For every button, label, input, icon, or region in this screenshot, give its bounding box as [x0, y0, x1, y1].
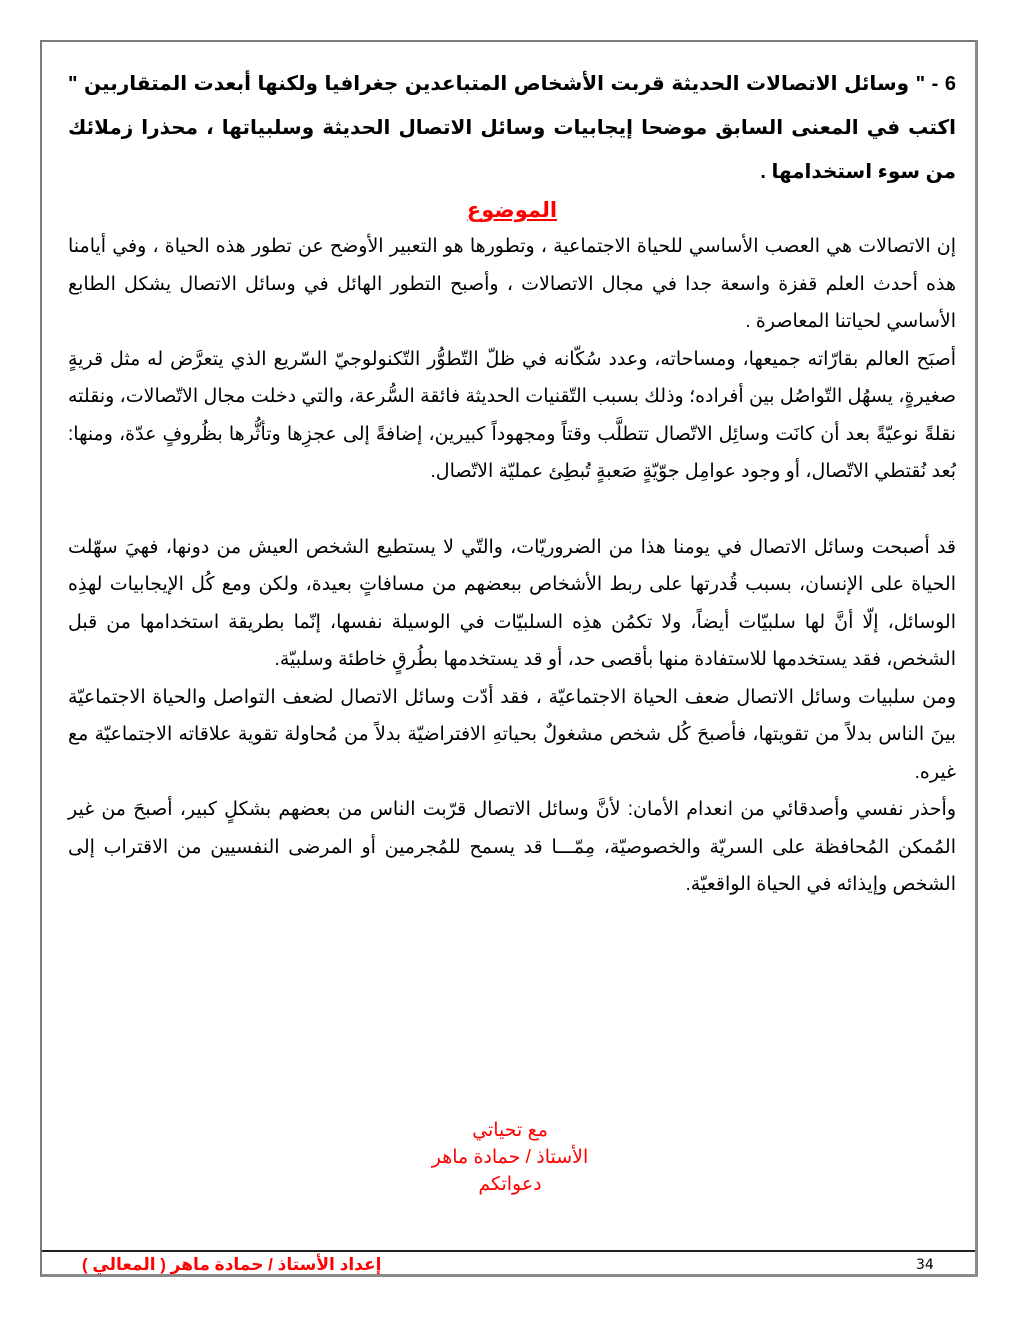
footer-divider	[42, 1250, 975, 1252]
signature-author: الأستاذ / حمادة ماهر	[431, 1147, 589, 1168]
signature-closing: دعواتكم	[478, 1174, 542, 1195]
question-prompt: 6 - " وسائل الاتصالات الحديثة قربت الأشخاص المتباعدين جغرافيا ولكنها أبعدت المتقاربين " اكتب في المعنى السابق موضحا إيجابيات وسائل الاتصال الحديثة وسلبياتها ، محذرا زملائك من سوء استخدامها .	[68, 73, 956, 183]
topic-heading: الموضوع	[466, 199, 558, 222]
paragraph-global-village: أصبَح العالم بقارّاته جميعها، ومساحاته، وعدد سُكّانه في ظلّ التّطوُّر التّكنولوجيّ السّريع الذي يتعرَّض له مثل قريةٍ صغيرةٍ، يسهُل التّواصُل بين أفراده؛ وذلك بسبب التّقنيات الحديثة فائقة السُّرعة، والتي دخلت مجال الاتّصالات، ونقلته نقلةً نوعيّةً بعد أن كانَت وسائِل الاتّصال تتطلَّب وقتاً ومجهوداً كبيرين، إضافةً إلى عجزِها وتأثُّرها بظُروفٍ عدّة، ومنها: بُعد نُقتطي الاتّصال، أو وجود عوامِل جوّيّةٍ صَعبةٍ تُبطِئ عمليّة الاتّصال.	[68, 348, 956, 482]
signature-block	[0, 1117, 1020, 1198]
paragraph-intro: إن الاتصالات هي العصب الأساسي للحياة الاجتماعية ، وتطورها هو التعبير الأوضح عن تطور هذه الحياة ، وفي أيامنا هذه أحدث العلم قفزة واسعة جدا في مجال الاتصالات ، وأصبح التطور الهائل في وسائل الاتصال يشكل الطابع الأساسي لحياتنا المعاصرة .	[68, 236, 956, 332]
page-content	[68, 62, 956, 904]
paragraph-negatives: ومن سلبيات وسائل الاتصال ضعف الحياة الاجتماعيّة ، فقد أدّت وسائل الاتصال لضعف التواصل والحياة الاجتماعيّة بينَ الناس بدلاً من تقويتها، فأصبحَ كُل شخص مشغولٌ بحياتهِ الافتراضيّة بدلاً من مُحاولة تقوية علاقاته الاجتماعيّة مع غيره.	[68, 686, 956, 783]
paragraph-positives: قد أصبحت وسائل الاتصال في يومنا هذا من الضروريّات، والتّي لا يستطيع الشخص العيش من دونها، فهيَ سهّلت الحياة على الإنسان، بسبب قُدرتها على ربط الأشخاص ببعضهم من مسافاتٍ بعيدة، ولكن ومع كُل الإيجابيات لهذِه الوسائل، إلّا أنَّ لها سلبيّات أيضاً، ولا تكمُن هذِه السلبيّات في الوسيلة نفسها، إنّما بطريقة استخدامها من قبل الشخص، فقد يستخدمها للاستفادة منها بأقصى حد، أو قد يستخدمها بطُرقٍ خاطئة وسلبيّة.	[68, 536, 956, 670]
page-number: 34	[916, 1257, 934, 1273]
paragraph-warning: وأحذر نفسي وأصدقائي من انعدام الأمان: لأنَّ وسائل الاتصال قرّبت الناس من بعضهم بشكلٍ كبير، أصبحَ من غير المُمكن المُحافظة على السريّة والخصوصيّة، مِمّـــا قد يسمح للمُجرمين أو المرضى النفسيين من الاقتراب إلى الشخص وإيذائه في الحياة الواقعيّة.	[68, 799, 956, 895]
signature-greeting: مع تحياتي	[472, 1120, 548, 1141]
paragraph-gap	[68, 491, 956, 529]
footer-author-credit: إعداد الأستاذ / حمادة ماهر ( المعالي )	[82, 1255, 382, 1274]
